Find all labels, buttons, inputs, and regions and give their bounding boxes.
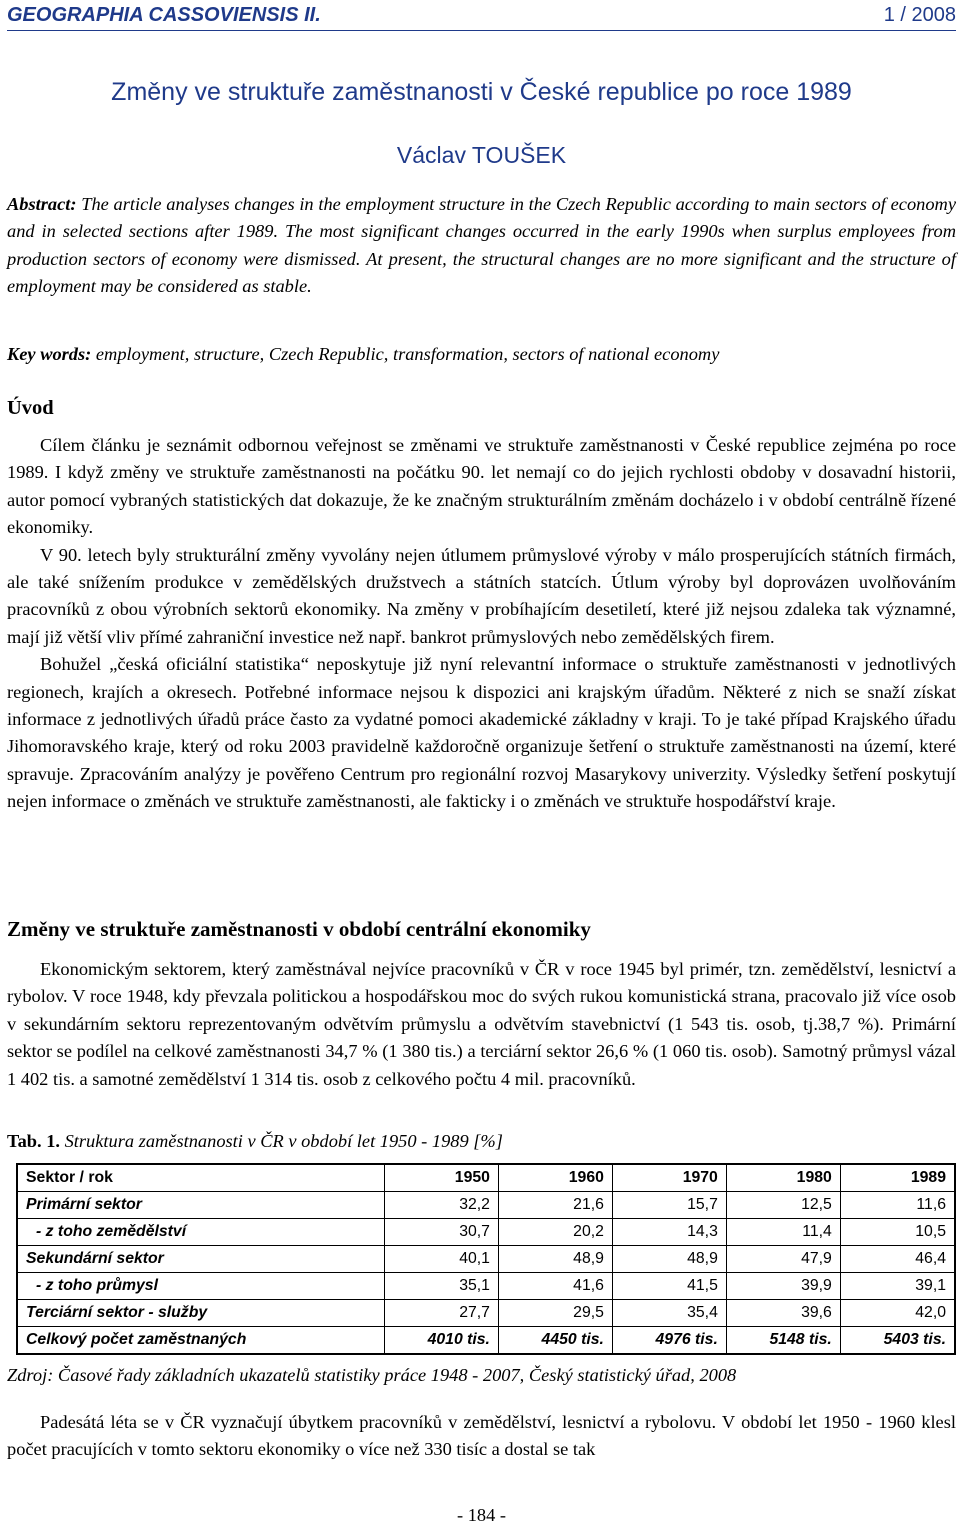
page-number: - 184 - xyxy=(456,1505,507,1525)
table-cell: 41,6 xyxy=(498,1273,612,1300)
intro-section-body xyxy=(7,432,956,816)
intro-paragraph: Bohužel „česká oficiální statistika“ neposkytuje již nyní relevantní informace o struktuře zaměstnanosti v jednotlivých regionech, krajích a okresech. Potřebné informace nejsou k dispozici ani krajským úřadům. Některé z nich se snaží získat informace z jednotlivých úřadů práce často za vydatné pomoci akademické základny v kraji. To je také případ Krajského úřadu Jihomoravského kraje, který od roku 2003 pravidelně každoročně organizuje šetření o struktuře zaměstnanosti na území, které spravuje. Zpracováním analýzy je pověřeno Centrum pro regionální rozvoj Masarykovy univerzity. Výsledky šetření poskytují nejen informace o změnách ve struktuře zaměstnanosti, ale fakticky i o změnách ve struktuře hospodářství kraje. xyxy=(7,654,956,812)
table-cell: 48,9 xyxy=(612,1246,726,1273)
table-row xyxy=(17,1192,955,1219)
table-caption-text: Struktura zaměstnanosti v ČR v období let 1950 - 1989 [%] xyxy=(60,1131,503,1151)
table-cell: 12,5 xyxy=(726,1192,840,1219)
closing-body xyxy=(7,1409,956,1464)
table-cell: 11,6 xyxy=(840,1192,955,1219)
intro-paragraph: Cílem článku je seznámit odbornou veřejnost se změnami ve struktuře zaměstnanosti v České republice zejména po roce 1989. I když změny ve struktuře zaměstnanosti na počátku 90. let nemají co do jejich rychlosti obdoby v dosavadní historii, autor pomocí vybraných statistických dat dokazuje, že ke značným strukturálním změnám docházelo i v období centrálně řízené ekonomiky. xyxy=(7,435,956,538)
closing-paragraph: Padesátá léta se v ČR vyznačují úbytkem pracovníků v zemědělství, lesnictví a rybolovu. V období let 1950 - 1960 klesl počet pracujících v tomto sektoru ekonomiky o více než 330 tisíc a dostal se tak xyxy=(7,1412,956,1460)
table-cell: 15,7 xyxy=(612,1192,726,1219)
row-label: Celkový počet zaměstnaných xyxy=(17,1327,385,1355)
table-cell: 39,1 xyxy=(840,1273,955,1300)
table-row xyxy=(17,1300,955,1327)
central-paragraph: Ekonomickým sektorem, který zaměstnával nejvíce pracovníků v ČR v roce 1945 byl primér, tzn. zemědělství, lesnictví a rybolov. V roce 1948, kdy převzala politickou a hospodářskou moc do svých rukou komunistická strana, pracovalo již více osob v sekundárním sektoru reprezentovaným odvětvím průmyslu a odvětvím stavebnictví (1 543 tis. osob, tj.38,7 %). Primární sektor se podílel na celkové zaměstnanosti 34,7 % (1 380 tis.) a terciární sektor 26,6 % (1 060 tis. osob). Samotný průmysl vázal 1 402 tis. a samotné zemědělství 1 314 tis. osob z celkového počtu 4 mil. pracovníků. xyxy=(7,959,956,1089)
row-label: Terciární sektor - služby xyxy=(17,1300,385,1327)
table-cell: 47,9 xyxy=(726,1246,840,1273)
section-heading-central-economy: Změny ve struktuře zaměstnanosti v období centrální ekonomiky xyxy=(7,917,591,941)
keywords xyxy=(7,341,956,368)
table-cell: 27,7 xyxy=(385,1300,499,1327)
keywords-text: employment, structure, Czech Republic, transformation, sectors of national economy xyxy=(91,344,720,364)
table-caption-label: Tab. 1. xyxy=(7,1131,60,1151)
employment-structure-table xyxy=(16,1163,956,1355)
abstract-label: Abstract: xyxy=(7,194,77,214)
row-label: Sekundární sektor xyxy=(17,1246,385,1273)
table-cell: 35,1 xyxy=(385,1273,499,1300)
table-cell: 40,1 xyxy=(385,1246,499,1273)
table-total-row xyxy=(17,1327,955,1355)
table-header-cell: 1960 xyxy=(498,1164,612,1192)
table-cell: 29,5 xyxy=(498,1300,612,1327)
table-cell: 46,4 xyxy=(840,1246,955,1273)
section-heading-intro: Úvod xyxy=(7,397,54,419)
table-cell: 32,2 xyxy=(385,1192,499,1219)
keywords-label: Key words: xyxy=(7,344,92,364)
row-label: - z toho průmysl xyxy=(17,1273,385,1300)
table-cell: 42,0 xyxy=(840,1300,955,1327)
article-title: Změny ve struktuře zaměstnanosti v České republice po roce 1989 xyxy=(111,78,852,106)
table-cell: 21,6 xyxy=(498,1192,612,1219)
issue-number: 1 / 2008 xyxy=(883,4,956,26)
table-header-cell: Sektor / rok xyxy=(17,1164,385,1192)
table-cell: 20,2 xyxy=(498,1219,612,1246)
table-header-cell: 1970 xyxy=(612,1164,726,1192)
row-label: Primární sektor xyxy=(17,1192,385,1219)
running-header xyxy=(7,4,956,30)
table-source: Zdroj: Časové řady základních ukazatelů statistiky práce 1948 - 2007, Český statistický úřad, 2008 xyxy=(7,1365,737,1385)
abstract xyxy=(7,191,956,301)
table-cell: 35,4 xyxy=(612,1300,726,1327)
table-cell: 14,3 xyxy=(612,1219,726,1246)
table-header-cell: 1980 xyxy=(726,1164,840,1192)
table-cell: 5148 tis. xyxy=(726,1327,840,1355)
table-cell: 41,5 xyxy=(612,1273,726,1300)
row-label: - z toho zemědělství xyxy=(17,1219,385,1246)
header-rule xyxy=(7,30,956,31)
central-section-body xyxy=(7,956,956,1093)
article-author: Václav TOUŠEK xyxy=(396,142,567,168)
journal-name: GEOGRAPHIA CASSOVIENSIS II. xyxy=(7,4,321,26)
table-header-cell: 1989 xyxy=(840,1164,955,1192)
table-cell: 39,6 xyxy=(726,1300,840,1327)
table-cell: 30,7 xyxy=(385,1219,499,1246)
table-row xyxy=(17,1273,955,1300)
table-cell: 39,9 xyxy=(726,1273,840,1300)
table-cell: 4010 tis. xyxy=(385,1327,499,1355)
table-caption xyxy=(7,1131,503,1152)
table-cell: 48,9 xyxy=(498,1246,612,1273)
table-row xyxy=(17,1219,955,1246)
intro-paragraph: V 90. letech byly strukturální změny vyvolány nejen útlumem průmyslové výroby v málo prosperujících státních firmách, ale také snížením produkce v zemědělských družstvech a státních statcích. Útlum výroby byl doprovázen uvolňováním pracovníků z obou výrobních sektorů ekonomiky. Na změny v probíhajícím desetiletí, které již nejsou zdaleka tak významné, mají již větší vliv přímé zahraniční investice než např. bankrot průmyslových nebo zemědělských firem. xyxy=(7,544,956,647)
table-row xyxy=(17,1246,955,1273)
table-header-cell: 1950 xyxy=(385,1164,499,1192)
table-cell: 11,4 xyxy=(726,1219,840,1246)
table-cell: 5403 tis. xyxy=(840,1327,955,1355)
table-header-row xyxy=(17,1164,955,1192)
table-cell: 10,5 xyxy=(840,1219,955,1246)
table-cell: 4450 tis. xyxy=(498,1327,612,1355)
table-cell: 4976 tis. xyxy=(612,1327,726,1355)
abstract-text: The article analyses changes in the employment structure in the Czech Republic according to main sectors of economy and in selected sections after 1989. The most significant changes occurred in the early 1990s when surplus employees from production sectors of economy were dismissed. At present, the structural changes are no more significant and the structure of employment may be considered as stable. xyxy=(7,194,956,297)
